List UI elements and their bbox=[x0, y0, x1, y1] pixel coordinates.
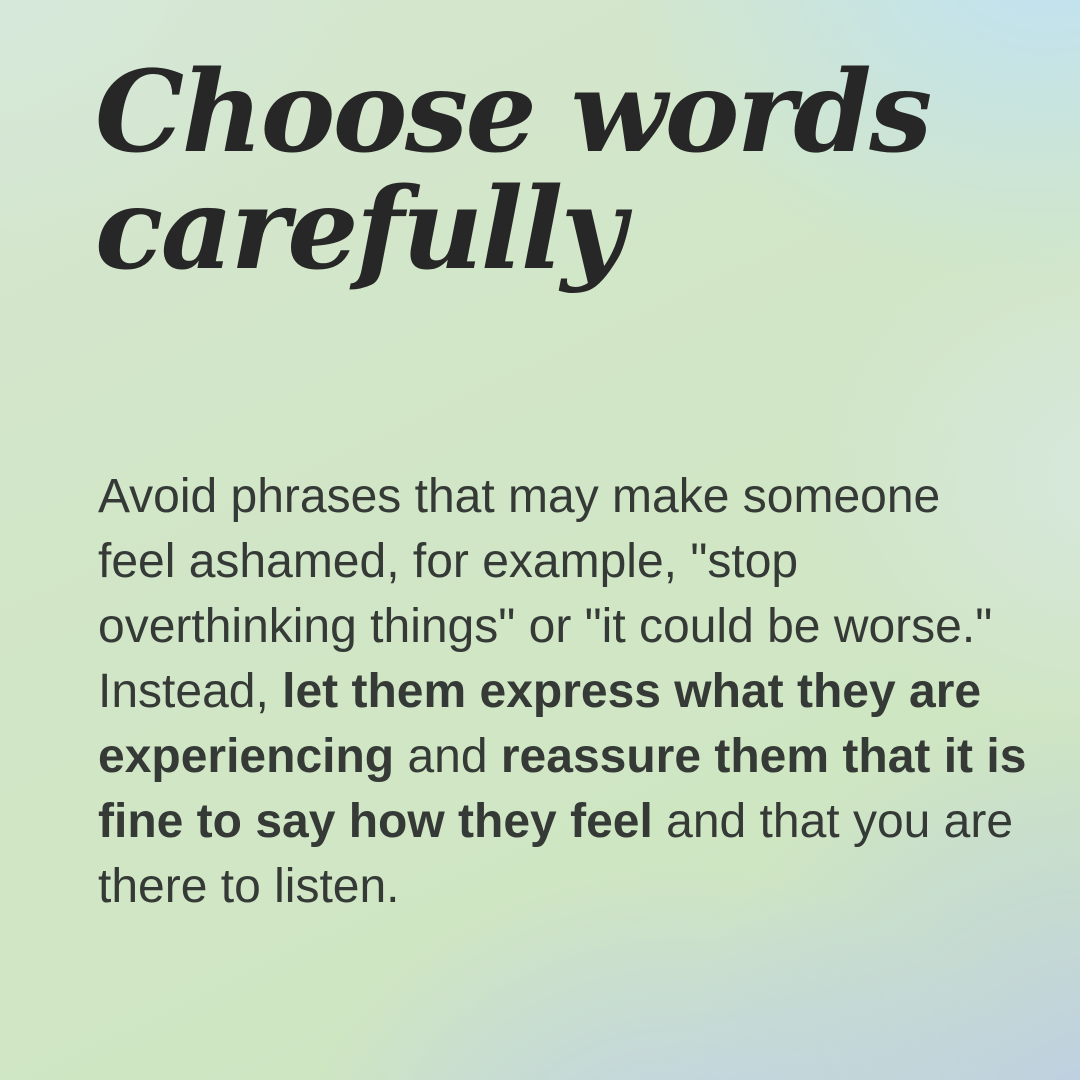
paragraph-bold-segment: let them express what they are bbox=[282, 665, 982, 718]
page-title bbox=[95, 47, 1035, 295]
paragraph-segment: Instead, bbox=[98, 665, 283, 718]
advice-paragraph bbox=[98, 464, 1058, 919]
paragraph-segment: and that you are bbox=[652, 795, 1014, 848]
paragraph-line bbox=[98, 724, 1058, 789]
paragraph-segment: Avoid phrases that may make someone bbox=[98, 470, 941, 523]
paragraph-line bbox=[98, 659, 1058, 724]
paragraph-segment: feel ashamed, for example, "stop bbox=[98, 535, 799, 588]
paragraph-line bbox=[98, 854, 1058, 919]
paragraph-segment: overthinking things" or "it could be worse." bbox=[98, 600, 993, 653]
paragraph-segment: and bbox=[394, 730, 501, 783]
heading-line-2: carefully bbox=[95, 164, 624, 295]
heading-line-1: Choose words bbox=[95, 47, 930, 178]
paragraph-line bbox=[98, 594, 1058, 659]
paragraph-bold-segment: experiencing bbox=[98, 730, 395, 783]
paragraph-line bbox=[98, 789, 1058, 854]
paragraph-segment: there to listen. bbox=[98, 860, 400, 913]
paragraph-line bbox=[98, 464, 1058, 529]
paragraph-bold-segment: reassure them that it is bbox=[500, 730, 1027, 783]
paragraph-bold-segment: fine to say how they feel bbox=[98, 795, 653, 848]
paragraph-line bbox=[98, 529, 1058, 594]
